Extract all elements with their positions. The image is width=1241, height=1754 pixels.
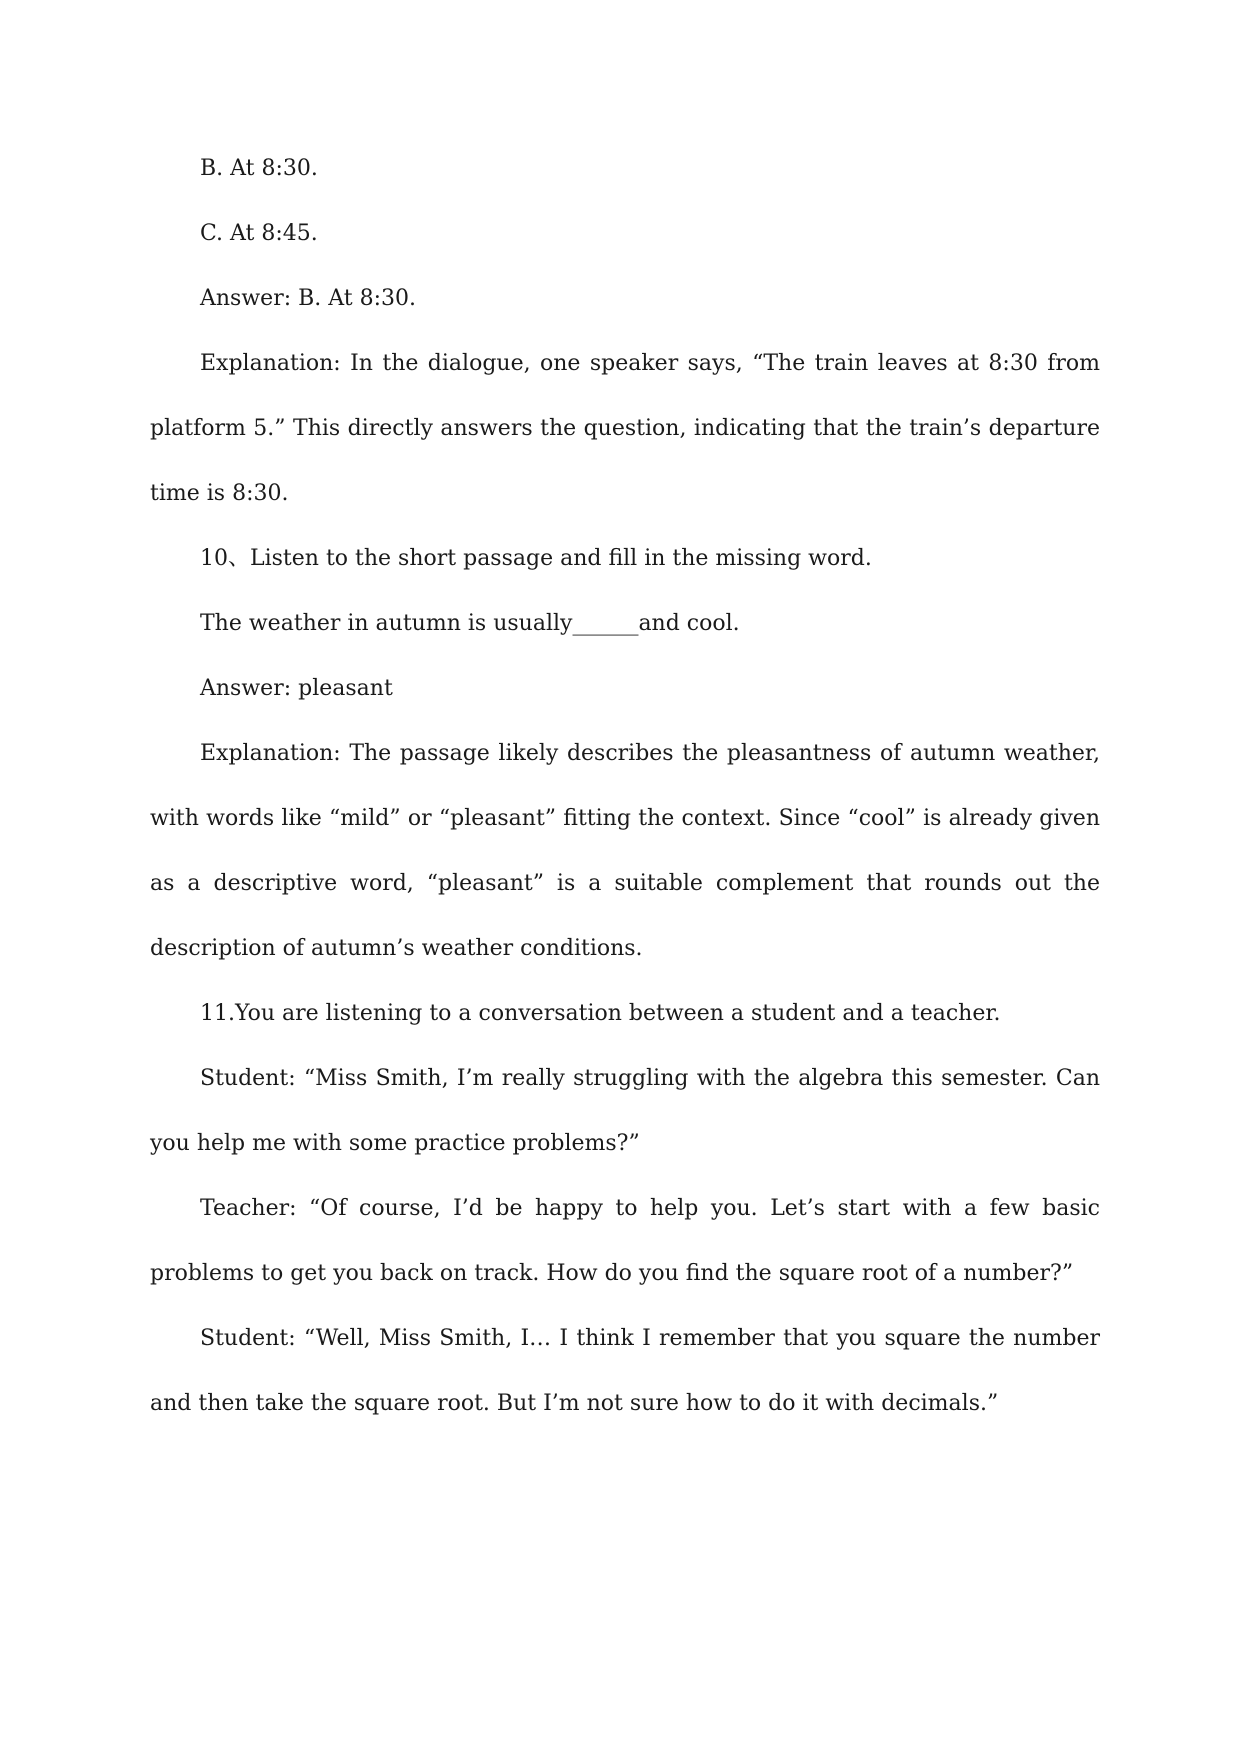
dialogue-student-1: Student: “Miss Smith, I’m really struggling with the algebra this semester. Can you help me with some practice problems?” [150,1066,1107,1156]
explanation-9: Explanation: In the dialogue, one speaker says, “The train leaves at 8:30 from platform 5.” This directly answers the question, indicating that the train’s departure time is 8:30. [150,351,1107,506]
option-c: C. At 8:45. [200,221,318,246]
explanation-10: Explanation: The passage likely describes the pleasantness of autumn weather, with words like “mild” or “pleasant” fitting the context. Since “cool” is already given as a descriptive word, “pleasant” is a suitable complement that rounds out the description of autumn’s weather conditions. [150,741,1107,961]
question-11: 11.You are listening to a conversation between a student and a teacher. [200,1001,1001,1026]
dialogue-student-2: Student: “Well, Miss Smith, I… I think I remember that you square the number and then take the square root. But I’m not sure how to do it with decimals.” [150,1326,1107,1416]
question-10: 10、Listen to the short passage and fill in the missing word. [200,546,872,571]
answer-10: Answer: pleasant [200,676,393,701]
dialogue-teacher-1: Teacher: “Of course, I’d be happy to help you. Let’s start with a few basic problems to get you back on track. How do you find the square root of a number?” [150,1196,1107,1286]
document-body [150,136,1107,1436]
option-b: B. At 8:30. [200,156,318,181]
question-10-sentence: The weather in autumn is usually______and cool. [200,611,740,636]
answer-9: Answer: B. At 8:30. [200,286,417,311]
